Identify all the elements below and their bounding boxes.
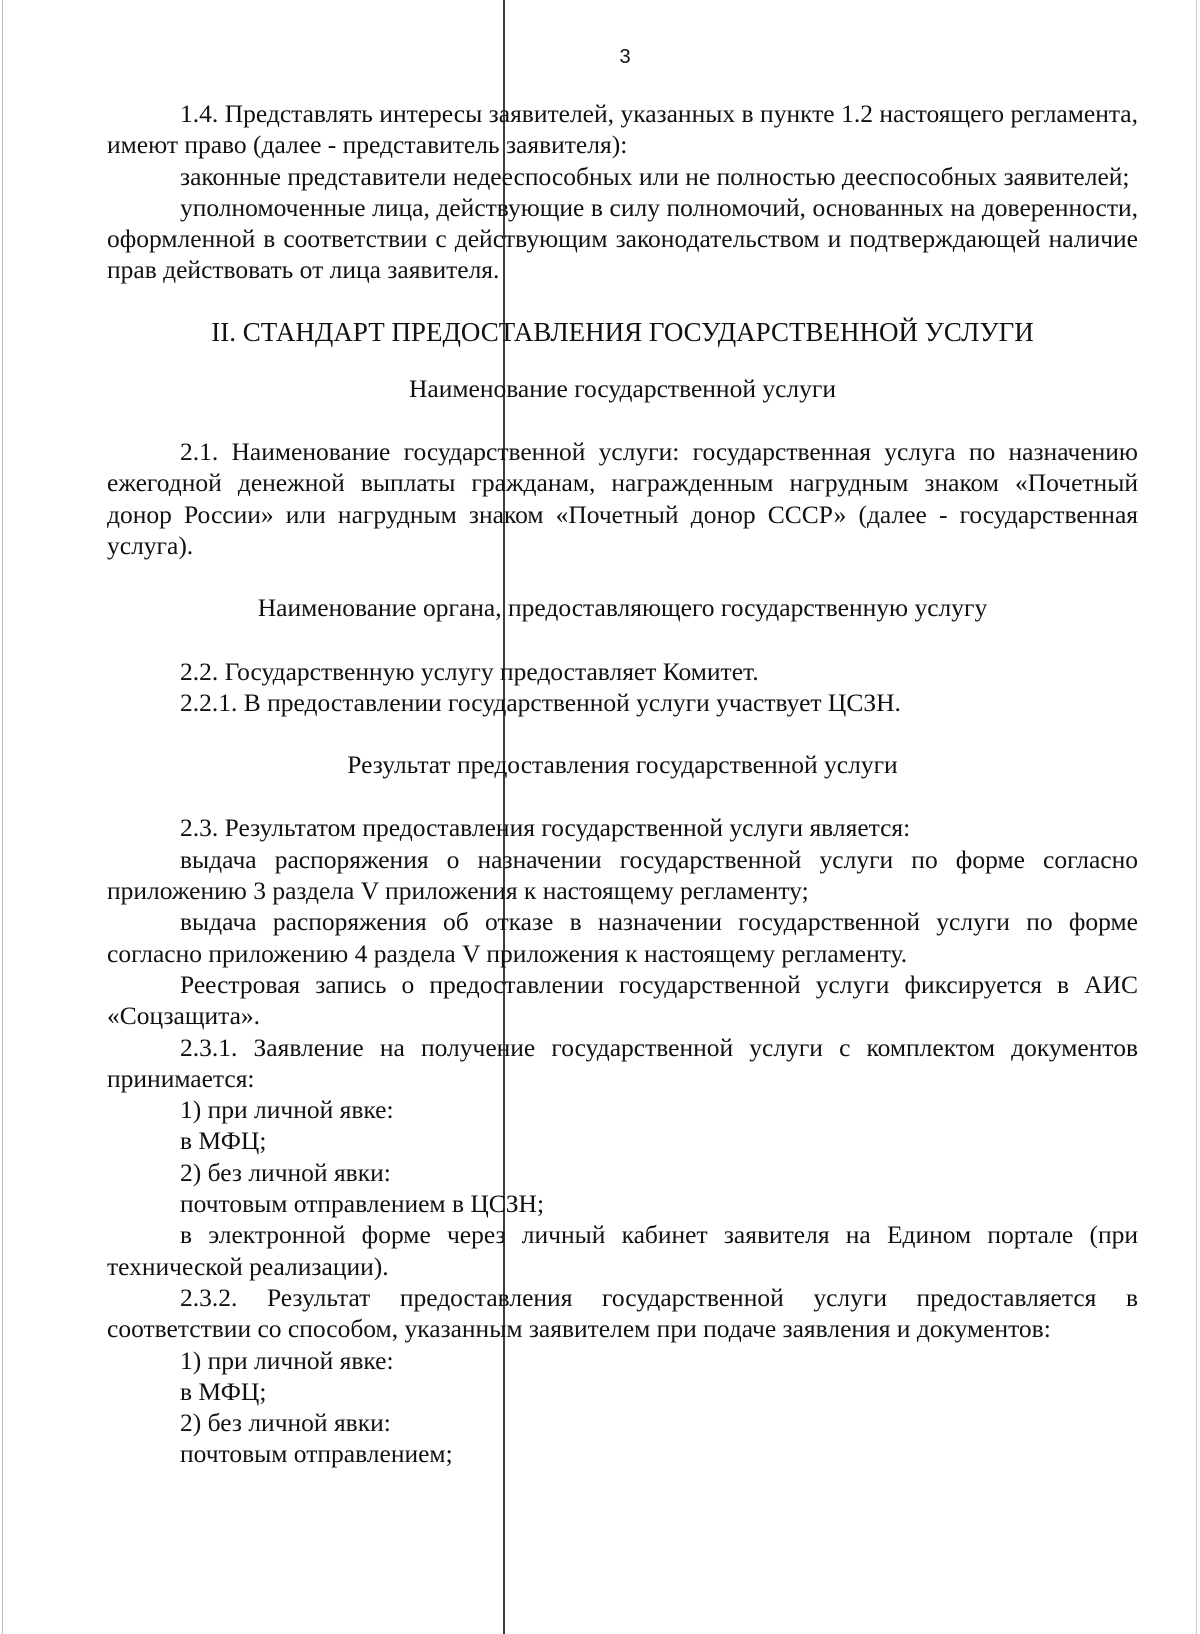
heading-result: Результат предоставления государственной услуги	[347, 750, 898, 780]
list-item-in-person: 1) при личной явке:	[180, 1095, 394, 1125]
scan-edge-right	[1196, 0, 1197, 1634]
heading-body-name: Наименование органа, предоставляющего государственную услугу	[257, 593, 988, 623]
paragraph-2-3-2: 2.3.2. Результат предоставления государственной услуги предоставляется в соответствии со способом, указанным заявителем при подаче заявления и документов:	[107, 1282, 1138, 1344]
section-title: II. СТАНДАРТ ПРЕДОСТАВЛЕНИЯ ГОСУДАРСТВЕННОЙ УСЛУГИ	[211, 316, 1034, 347]
list-item-remote-2: 2) без личной явки:	[180, 1408, 391, 1438]
list-item-in-person-2: 1) при личной явке:	[180, 1345, 394, 1375]
list-item-mail-2: почтовым отправлением;	[180, 1439, 453, 1469]
paragraph-2-3: 2.3. Результатом предоставления государственной услуги является:	[180, 813, 911, 843]
page-number: 3	[619, 46, 631, 68]
paragraph-registry-record: Реестровая запись о предоставлении государственной услуги фиксируется в АИС «Соцзащита».	[107, 969, 1138, 1031]
list-item-electronic: в электронной форме через личный кабинет заявителя на Едином портале (при технической реализации).	[107, 1220, 1138, 1281]
document-body	[107, 98, 1138, 1470]
paragraph-legal-representatives: законные представители недееспособных или не полностью дееспособных заявителей;	[180, 161, 1130, 191]
paragraph-authorized-persons: уполномоченные лица, действующие в силу полномочий, основанных на доверенности, оформленной в соответствии с действующим законодательством и подтверждающей наличие прав действовать от лица заявителя.	[107, 192, 1138, 285]
list-item-mfc-2: в МФЦ;	[180, 1376, 267, 1406]
paragraph-2-1: 2.1. Наименование государственной услуги: государственная услуга по назначению ежегодной денежной выплаты гражданам, награжденным нагрудным знаком «Почетный донор России» или нагрудным знаком «Почетный донор СССР» (далее - государственная услуга).	[107, 437, 1138, 560]
list-item-mfc: в МФЦ;	[180, 1126, 267, 1156]
paragraph-1-4: 1.4. Представлять интересы заявителей, указанных в пункте 1.2 настоящего регламента, имеют право (далее - представитель заявителя):	[107, 99, 1138, 160]
list-item-mail-cszn: почтовым отправлением в ЦСЗН;	[180, 1189, 545, 1219]
scan-edge-left	[2, 0, 3, 1634]
list-item-remote: 2) без личной явки:	[180, 1157, 391, 1187]
paragraph-result-refusal: выдача распоряжения об отказе в назначении государственной услуги по форме согласно приложению 4 раздела V приложения к настоящему регламенту.	[107, 907, 1138, 968]
paragraph-2-3-1: 2.3.1. Заявление на получение государственной услуги с комплектом документов принимается:	[107, 1032, 1138, 1093]
paragraph-result-grant: выдача распоряжения о назначении государственной услуги по форме согласно приложению 3 раздела V приложения к настоящему регламенту;	[107, 844, 1138, 906]
heading-service-name: Наименование государственной услуги	[408, 373, 836, 403]
paragraph-2-2-1: 2.2.1. В предоставлении государственной услуги участвует ЦСЗН.	[180, 687, 901, 717]
paragraph-2-2: 2.2. Государственную услугу предоставляет Комитет.	[180, 656, 759, 686]
